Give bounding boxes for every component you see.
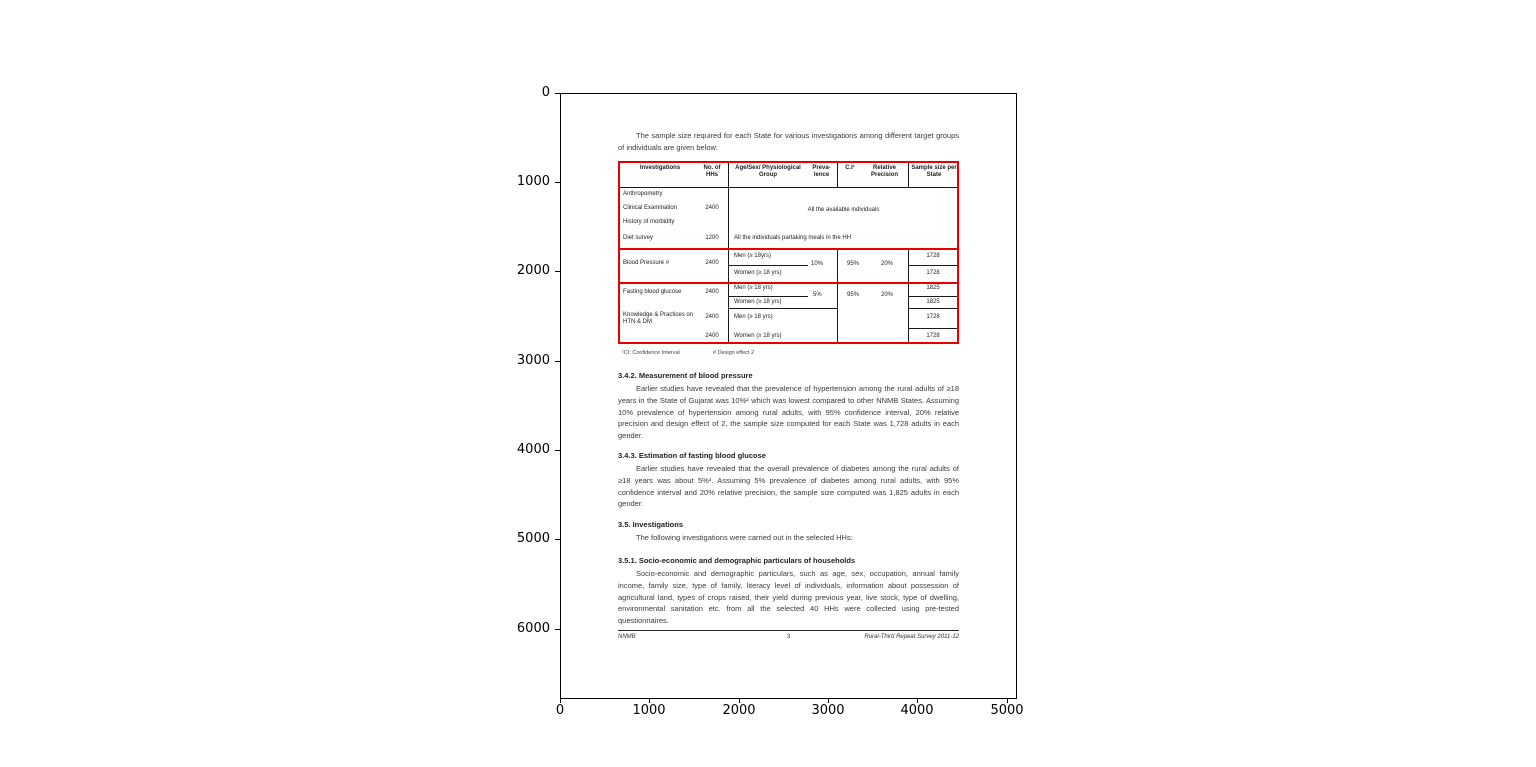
x-axis-tick-label: 2000 [722,703,756,718]
table-row-diet-survey: Diet survey [623,235,654,241]
table-highlight-line [618,282,959,284]
sample-size-table [618,161,959,344]
table-cell-hhs: 2400 [705,314,719,320]
x-axis-tick-label: 0 [555,703,565,718]
table-cell-hhs: 2400 [705,289,719,295]
section-heading-3-4-3: 3.4.3. Estimation of fasting blood glucose [618,451,766,460]
section-heading-3-5-1: 3.5.1. Socio-economic and demographic particulars of households [618,556,856,565]
y-axis-tick-label: 4000 [516,442,550,457]
table-header-relative-precision: Relative Precision [870,165,898,178]
table-cell-hhs: 2400 [705,205,719,211]
table-cell-hhs: 1200 [705,235,719,241]
table-cell-sample-size: 1728 [926,253,940,259]
section-body-3-5: The following investigations were carried out in the selected HHs: [636,533,853,542]
table-cell-women: Women (≥ 18 yrs) [734,299,782,305]
y-axis-tick-label: 0 [541,85,550,100]
x-axis-tick-label: 5000 [990,703,1024,718]
table-cell-men: Men (≥ 18 yrs) [734,314,773,320]
footer-left: NNMB [618,634,636,640]
table-cell-hhs: 2400 [705,333,719,339]
table-cell-prevalence: 10% [811,261,824,267]
table-footnote-design-effect: # Design effect 2 [713,350,755,356]
table-cell-sample-size: 1825 [926,299,940,305]
table-footnote-ci: ¹CI: Confidence Interval [622,350,680,356]
table-cell-ci: 95% [846,261,859,267]
y-axis-tick-label: 3000 [516,353,550,368]
y-axis-tick-label: 2000 [516,263,550,278]
table-cell-merged-available-individuals: All the available individuals [807,207,880,213]
footer-rule [618,630,959,631]
section-heading-3-4-2: 3.4.2. Measurement of blood pressure [618,371,753,380]
plot-area-document-page [560,93,1017,699]
table-cell-ci: 95% [846,292,859,298]
section-body-3-4-3: Earlier studies have revealed that the overall prevalence of diabetes among the rural adults of ≥18 years was about 5%³. Assuming 5% prevalence of diabetes among rural adults, with 95% confidence interval and 20% relative precision, the sample size computed was 1,825 adults in each gender. [618,464,959,509]
table-row-knowledge-practices: Knowledge & Practices on HTN & DM [623,312,694,325]
table-header-ci: C.I¹ [845,165,855,171]
intro-paragraph: The sample size required for each State for various investigations among different target groups of individuals are given below: [618,131,959,152]
section-heading-3-5: 3.5. Investigations [618,520,684,529]
section-body-3-5-1: Socio-economic and demographic particulars, such as age, sex, occupation, annual family income, family size, type of family, literacy level of individuals, information about possession of agricultural land, types of crops raised, their yield during previous year, live stock, type of dwelling, environmental sanitation etc. from all the selected 40 HHs were collected using pre-tested questionnaires. [618,569,959,626]
table-header-hhs: No. of HHs [703,165,721,178]
table-cell-women: Women (≥ 18 yrs) [734,333,782,339]
x-axis-tick-label: 1000 [632,703,666,718]
table-cell-sample-size: 1728 [926,314,940,320]
table-header-sample-size: Sample size per State [911,165,957,178]
table-cell-hhs: 2400 [705,260,719,266]
y-axis-tick-label: 1000 [516,174,550,189]
table-cell-relative-precision: 20% [880,292,893,298]
table-cell-men: Men (≥ 18 yrs) [734,285,773,291]
table-cell-sample-size: 1825 [926,285,940,291]
table-header-agesex: Age/Sex/ Physiological Group [735,165,801,178]
table-cell-relative-precision: 20% [880,261,893,267]
footer-right: Rural-Third Repeat Survey 2011-12 [864,634,959,640]
table-header-prevalence: Preva- lence [812,165,831,178]
table-cell-prevalence: 5% [813,292,822,298]
footer-page-number: 3 [786,634,791,640]
y-axis-tick-label: 6000 [516,621,550,636]
x-axis-tick-label: 4000 [900,703,934,718]
table-cell-men: Men (≥ 18yrs) [734,253,771,259]
table-cell-merged-partaking-meals: All the individuals partaking meals in the HH [734,235,852,241]
table-cell-women: Women (≥ 18 yrs) [734,270,782,276]
table-header-investigations: Investigations [639,165,681,171]
x-axis-tick-label: 3000 [811,703,845,718]
table-cell-sample-size: 1728 [926,270,940,276]
table-highlight-line [618,248,959,250]
table-row-history-of-morbidity: History of morbidity [623,219,675,225]
table-cell-sample-size: 1728 [926,333,940,339]
table-row-fasting-blood-glucose: Fasting blood glucose [623,289,682,295]
y-axis-tick-label: 5000 [516,531,550,546]
table-row-blood-pressure: Blood Pressure # [623,260,670,266]
table-row-clinical-examination: Clinical Examination [623,205,678,211]
section-body-3-4-2: Earlier studies have revealed that the prevalence of hypertension among the rural adults of ≥18 years in the State of Gujarat was 10%² which was lowest compared to other NNMB States. Assuming 10% prevalence of hypertension among rural adults, with 95% confidence interval, 20% relative precision and design effect of 2, the sample size computed for each State was 1,728 adults in each gender. [618,384,959,441]
table-row-anthropometry: Anthropometry [623,191,663,197]
